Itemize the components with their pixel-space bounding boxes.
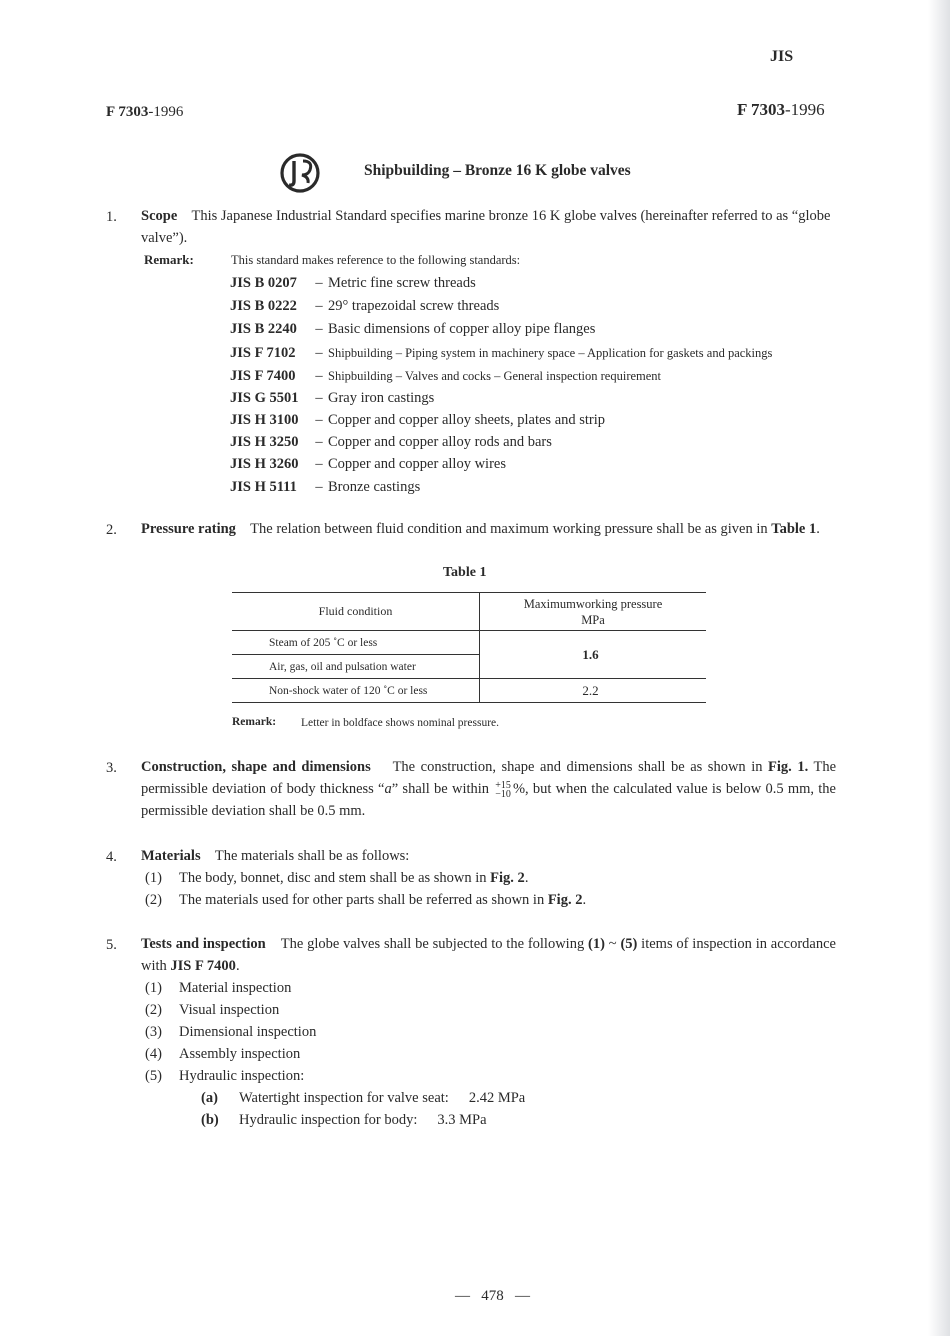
table1-header-row	[232, 593, 706, 631]
section3-fig-ref: Fig.	[768, 759, 792, 775]
list-item	[201, 1090, 525, 1107]
list-item	[230, 275, 476, 292]
section4-item1-num: (1)	[145, 870, 162, 886]
section3-a-italic: a	[384, 781, 392, 797]
inspection-item-number: (2)	[145, 1002, 162, 1018]
standard-dash: –	[315, 368, 323, 384]
jis-logo-icon	[277, 151, 323, 195]
section4-item1-end: .	[524, 870, 529, 886]
list-item	[230, 368, 661, 385]
list-item	[145, 870, 528, 887]
inspection-item-text: Visual inspection	[179, 1002, 280, 1018]
section1-heading: Scope	[141, 208, 178, 224]
section3-text3: ” shall be within	[391, 781, 490, 797]
standard-dash: –	[315, 275, 323, 291]
section3-text2: The permissible deviation of body thickness “	[141, 759, 837, 797]
standard-description: 29° trapezoidal screw threads	[328, 298, 500, 314]
standard-dash: –	[315, 456, 323, 472]
list-item	[230, 298, 499, 315]
list-item	[145, 1002, 279, 1019]
standard-description: Metric fine screw threads	[328, 275, 476, 291]
subitem-b-value: 3.3 MPa	[437, 1112, 487, 1128]
list-item	[230, 345, 772, 362]
table1-pressure-2: 2.2	[582, 682, 599, 698]
table1-row1-condition: Steam of 205 ˚C or less	[232, 631, 480, 655]
tolerance-plus: +15	[495, 779, 511, 791]
section1-number: 1.	[106, 209, 117, 225]
standard-code: JIS H 3100	[230, 412, 299, 428]
standard-description: Shipbuilding – Valves and cocks – General inspection requirement	[328, 369, 662, 383]
list-item	[145, 892, 586, 909]
page-number: 478	[481, 1288, 504, 1304]
standard-description: Copper and copper alloy sheets, plates and strip	[328, 412, 606, 428]
standard-description: Shipbuilding – Piping system in machinery space – Application for gaskets and packings	[328, 346, 773, 360]
section3-fig-ref-num: 1.	[797, 759, 809, 775]
standard-dash: –	[315, 298, 323, 314]
header-right-code-main: F 7303	[737, 100, 786, 119]
standard-description: Copper and copper alloy rods and bars	[328, 434, 552, 450]
header-left-year: -1996	[148, 104, 184, 120]
table1-row	[232, 631, 706, 655]
list-item	[230, 390, 434, 407]
standard-code: JIS F 7400	[230, 368, 296, 384]
section5-ref1: (1)	[588, 936, 605, 952]
standard-code: JIS H 3260	[230, 456, 299, 472]
table1-title: Table 1	[443, 565, 487, 580]
section3-text1: The construction, shape and dimensions shall be as shown in	[392, 759, 763, 775]
tolerance-minus: −10	[495, 788, 511, 800]
footer-dash-left: —	[455, 1288, 470, 1304]
standard-dash: –	[315, 390, 323, 406]
standard-dash: –	[315, 434, 323, 450]
list-item	[145, 980, 291, 997]
table1-row	[232, 679, 706, 703]
section4-heading: Materials	[141, 848, 201, 864]
page-title: Shipbuilding – Bronze 16 K globe valves	[364, 162, 631, 179]
table1-pressure-1: 1.6	[582, 646, 599, 662]
standard-dash: –	[315, 412, 323, 428]
standard-dash: –	[315, 321, 323, 337]
section4-item2-text: The materials used for other parts shall be referred as shown in	[179, 892, 545, 908]
standard-code: JIS H 3250	[230, 434, 299, 450]
list-item	[230, 456, 506, 473]
inspection-item-text: Material inspection	[179, 980, 292, 996]
inspection-item-text: Dimensional inspection	[179, 1024, 317, 1040]
inspection-item-number: (5)	[145, 1068, 162, 1084]
section4-item2-ref: Fig. 2	[547, 892, 583, 908]
section2-number: 2.	[106, 522, 117, 538]
subitem-a-text: Watertight inspection for valve seat:	[239, 1090, 449, 1106]
section3-heading: Construction, shape and dimensions	[141, 759, 371, 775]
section5-tilde: ~	[608, 936, 617, 952]
header-left-code	[106, 104, 183, 121]
table1-row2-condition: Air, gas, oil and pulsation water	[232, 655, 480, 679]
standard-code: JIS B 0207	[230, 275, 297, 291]
subitem-b-text: Hydraulic inspection for body:	[239, 1112, 418, 1128]
section4-item1-ref: Fig. 2	[490, 870, 525, 886]
header-right-code	[737, 100, 825, 120]
section2-text: The relation between fluid condition and maximum working pressure shall be as given in	[250, 521, 768, 537]
section4-item1-text: The body, bonnet, disc and stem shall be as shown in	[179, 870, 487, 886]
standard-dash: –	[315, 345, 323, 361]
inspection-item-number: (4)	[145, 1046, 162, 1062]
list-item	[145, 1024, 316, 1041]
list-item	[145, 1046, 300, 1063]
standard-description: Bronze castings	[328, 479, 421, 495]
section1-text: This Japanese Industrial Standard specifies marine bronze 16 K globe valves (hereinafter referred to as “globe valve”).	[141, 208, 831, 246]
section2-paragraph	[141, 518, 836, 540]
subitem-a-value: 2.42 MPa	[468, 1090, 526, 1106]
list-item	[230, 479, 420, 496]
table1-col1-header: Fluid condition	[232, 593, 480, 631]
inspection-item-number: (1)	[145, 980, 162, 996]
section1-remark-label: Remark:	[144, 252, 194, 267]
table1	[232, 592, 706, 703]
standard-code: JIS B 2240	[230, 321, 297, 337]
section2-table-ref: Table 1	[771, 521, 817, 537]
page-edge-shadow	[928, 0, 950, 1336]
section4-number: 4.	[106, 849, 117, 865]
subitem-a-num: (a)	[201, 1090, 218, 1106]
subitem-b-num: (b)	[201, 1112, 219, 1128]
list-item	[230, 412, 605, 429]
footer-dash-right: —	[515, 1288, 530, 1304]
table1-col2-header	[480, 593, 707, 631]
table1-row3-condition: Non-shock water of 120 ˚C or less	[232, 679, 480, 703]
list-item	[230, 434, 552, 451]
section1-remark-text: This standard makes reference to the following standards:	[231, 253, 521, 267]
section4-item2-end: .	[582, 892, 587, 908]
header-right-year: -1996	[785, 100, 825, 119]
section3-number: 3.	[106, 760, 117, 776]
section5-text-end: .	[235, 958, 240, 974]
standard-code: JIS H 5111	[230, 479, 297, 495]
section2-text-end: .	[816, 521, 820, 537]
section5-number: 5.	[106, 937, 117, 953]
inspection-item-text: Assembly inspection	[179, 1046, 301, 1062]
standard-code: JIS B 0222	[230, 298, 297, 314]
section5-text-a: The globe valves shall be subjected to the following	[280, 936, 585, 952]
section5-heading: Tests and inspection	[141, 936, 266, 952]
section5-ref3: JIS F 7400	[170, 958, 236, 974]
section5-text-b: items of inspection in accordance with	[141, 936, 836, 974]
list-item	[230, 321, 595, 338]
section2-heading: Pressure rating	[141, 521, 236, 537]
section5-ref2: (5)	[620, 936, 638, 952]
list-item	[201, 1112, 487, 1129]
standard-description: Gray iron castings	[328, 390, 435, 406]
header-left-code-main: F 7303	[106, 104, 149, 120]
jis-mark: JIS	[770, 48, 794, 65]
inspection-item-number: (3)	[145, 1024, 162, 1040]
standard-code: JIS G 5501	[230, 390, 299, 406]
standard-description: Basic dimensions of copper alloy pipe flanges	[328, 321, 596, 337]
section1-paragraph	[141, 205, 836, 249]
standard-code: JIS F 7102	[230, 345, 296, 361]
table1-col2-header-line1: Maximumworking pressure	[523, 596, 663, 611]
section4-item2-num: (2)	[145, 892, 162, 908]
table1-remark-text: Letter in boldface shows nominal pressure.	[301, 717, 499, 729]
section4-paragraph	[141, 845, 409, 867]
section4-text: The materials shall be as follows:	[214, 848, 410, 864]
section3-text4: %, but when the calculated value is below 0.5 mm, the permissible deviation shall be 0.5 mm.	[141, 781, 836, 819]
inspection-item-text: Hydraulic inspection:	[179, 1068, 305, 1084]
section3-paragraph	[141, 756, 836, 822]
page-footer	[455, 1288, 530, 1305]
standard-description: Copper and copper alloy wires	[328, 456, 506, 472]
table1-col2-header-line2: MPa	[581, 612, 605, 627]
standard-dash: –	[315, 479, 323, 495]
list-item	[145, 1068, 304, 1085]
table1-remark-label: Remark:	[232, 716, 277, 728]
tolerance-fraction	[495, 781, 511, 799]
section5-paragraph	[141, 933, 836, 977]
